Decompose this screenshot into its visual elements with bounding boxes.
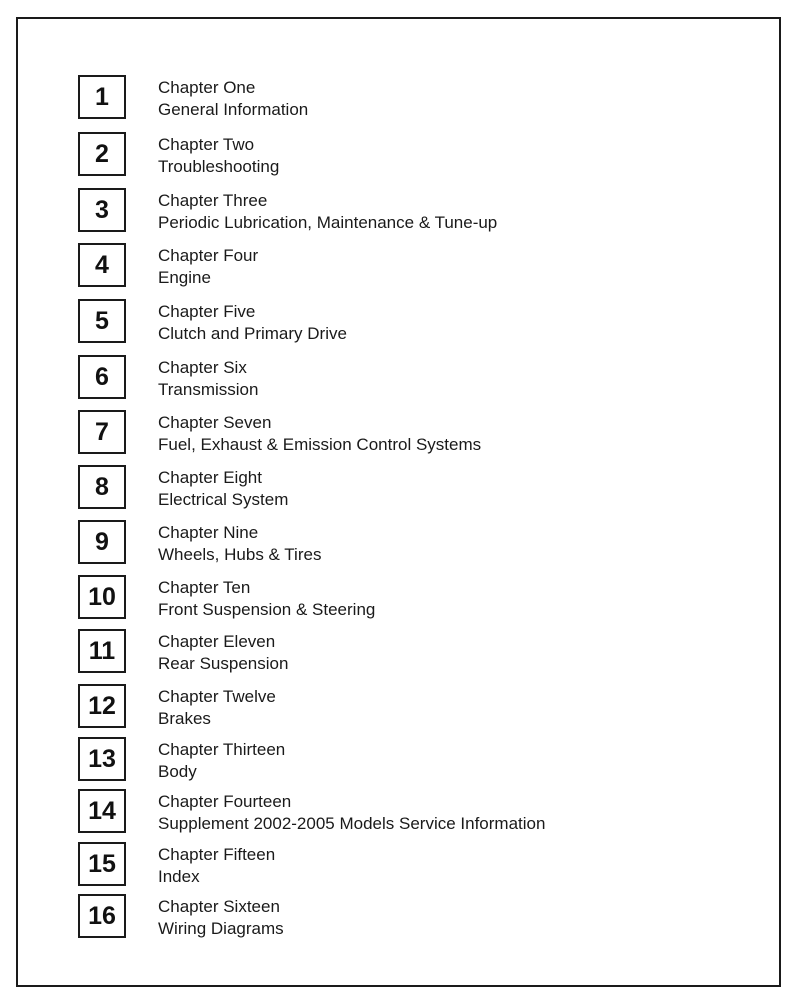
chapter-entry-14[interactable] (78, 789, 638, 835)
chapter-number-tab[interactable]: 14 (78, 789, 126, 833)
chapter-number-tab[interactable]: 6 (78, 355, 126, 399)
chapter-heading: Chapter Two (158, 135, 255, 154)
chapter-label (158, 301, 347, 345)
chapter-label (158, 522, 321, 566)
chapter-title: Fuel, Exhaust & Emission Control Systems (158, 435, 482, 454)
chapter-title: Clutch and Primary Drive (158, 324, 347, 343)
chapter-heading: Chapter Nine (158, 523, 259, 542)
chapter-entry-13[interactable] (78, 737, 638, 783)
chapter-number-tab[interactable]: 2 (78, 132, 126, 176)
chapter-title: Index (158, 867, 200, 886)
chapter-number-tab[interactable]: 5 (78, 299, 126, 343)
chapter-entry-7[interactable] (78, 410, 638, 456)
chapter-number-tab[interactable]: 16 (78, 894, 126, 938)
chapter-title: Troubleshooting (158, 157, 280, 176)
chapter-title: Supplement 2002-2005 Models Service Information (158, 814, 546, 833)
chapter-heading: Chapter Four (158, 246, 259, 265)
chapter-number-tab[interactable]: 1 (78, 75, 126, 119)
chapter-label (158, 739, 285, 783)
chapter-heading: Chapter Six (158, 358, 247, 377)
chapter-label (158, 467, 288, 511)
chapter-entry-12[interactable] (78, 684, 638, 730)
chapter-label (158, 77, 308, 121)
chapter-title: Brakes (158, 709, 211, 728)
chapter-heading: Chapter Three (158, 191, 268, 210)
chapter-heading: Chapter Seven (158, 413, 272, 432)
chapter-entry-3[interactable] (78, 188, 638, 234)
chapter-number-tab[interactable]: 11 (78, 629, 126, 673)
chapter-heading: Chapter Twelve (158, 687, 276, 706)
chapter-label (158, 357, 258, 401)
chapter-title: General Information (158, 100, 309, 119)
chapter-number-tab[interactable]: 3 (78, 188, 126, 232)
chapter-label (158, 190, 497, 234)
chapter-number-tab[interactable]: 12 (78, 684, 126, 728)
chapter-title: Engine (158, 268, 211, 287)
chapter-number-tab[interactable]: 9 (78, 520, 126, 564)
chapter-entry-8[interactable] (78, 465, 638, 511)
chapter-label (158, 631, 288, 675)
chapter-heading: Chapter Five (158, 302, 256, 321)
chapter-title: Electrical System (158, 490, 289, 509)
chapter-entry-6[interactable] (78, 355, 638, 401)
chapter-heading: Chapter Eight (158, 468, 262, 487)
chapter-number-tab[interactable]: 10 (78, 575, 126, 619)
chapter-entry-5[interactable] (78, 299, 638, 345)
chapter-heading: Chapter One (158, 78, 256, 97)
chapter-heading: Chapter Fifteen (158, 845, 276, 864)
chapter-label (158, 245, 258, 289)
chapter-number-tab[interactable]: 4 (78, 243, 126, 287)
chapter-label (158, 686, 276, 730)
chapter-title: Front Suspension & Steering (158, 600, 376, 619)
chapter-title: Periodic Lubrication, Maintenance & Tune-up (158, 213, 498, 232)
chapter-number-tab[interactable]: 8 (78, 465, 126, 509)
chapter-title: Rear Suspension (158, 654, 289, 673)
chapter-number-tab[interactable]: 13 (78, 737, 126, 781)
chapter-number-tab[interactable]: 7 (78, 410, 126, 454)
chapter-entry-9[interactable] (78, 520, 638, 566)
chapter-label (158, 896, 284, 940)
chapter-title: Transmission (158, 380, 259, 399)
chapter-title: Wiring Diagrams (158, 919, 284, 938)
chapter-entry-2[interactable] (78, 132, 638, 178)
chapter-heading: Chapter Ten (158, 578, 251, 597)
chapter-heading: Chapter Thirteen (158, 740, 286, 759)
chapter-entry-1[interactable] (78, 75, 638, 121)
chapter-entry-16[interactable] (78, 894, 638, 940)
chapter-label (158, 412, 481, 456)
chapter-heading: Chapter Eleven (158, 632, 276, 651)
chapter-entry-10[interactable] (78, 575, 638, 621)
chapter-entry-11[interactable] (78, 629, 638, 675)
chapter-title: Body (158, 762, 197, 781)
chapter-entry-4[interactable] (78, 243, 638, 289)
chapter-label (158, 134, 279, 178)
chapter-title: Wheels, Hubs & Tires (158, 545, 322, 564)
chapter-label (158, 577, 375, 621)
chapter-entry-15[interactable] (78, 842, 638, 888)
chapter-number-tab[interactable]: 15 (78, 842, 126, 886)
chapter-label (158, 844, 275, 888)
chapter-heading: Chapter Fourteen (158, 792, 292, 811)
chapter-heading: Chapter Sixteen (158, 897, 280, 916)
chapter-label (158, 791, 545, 835)
